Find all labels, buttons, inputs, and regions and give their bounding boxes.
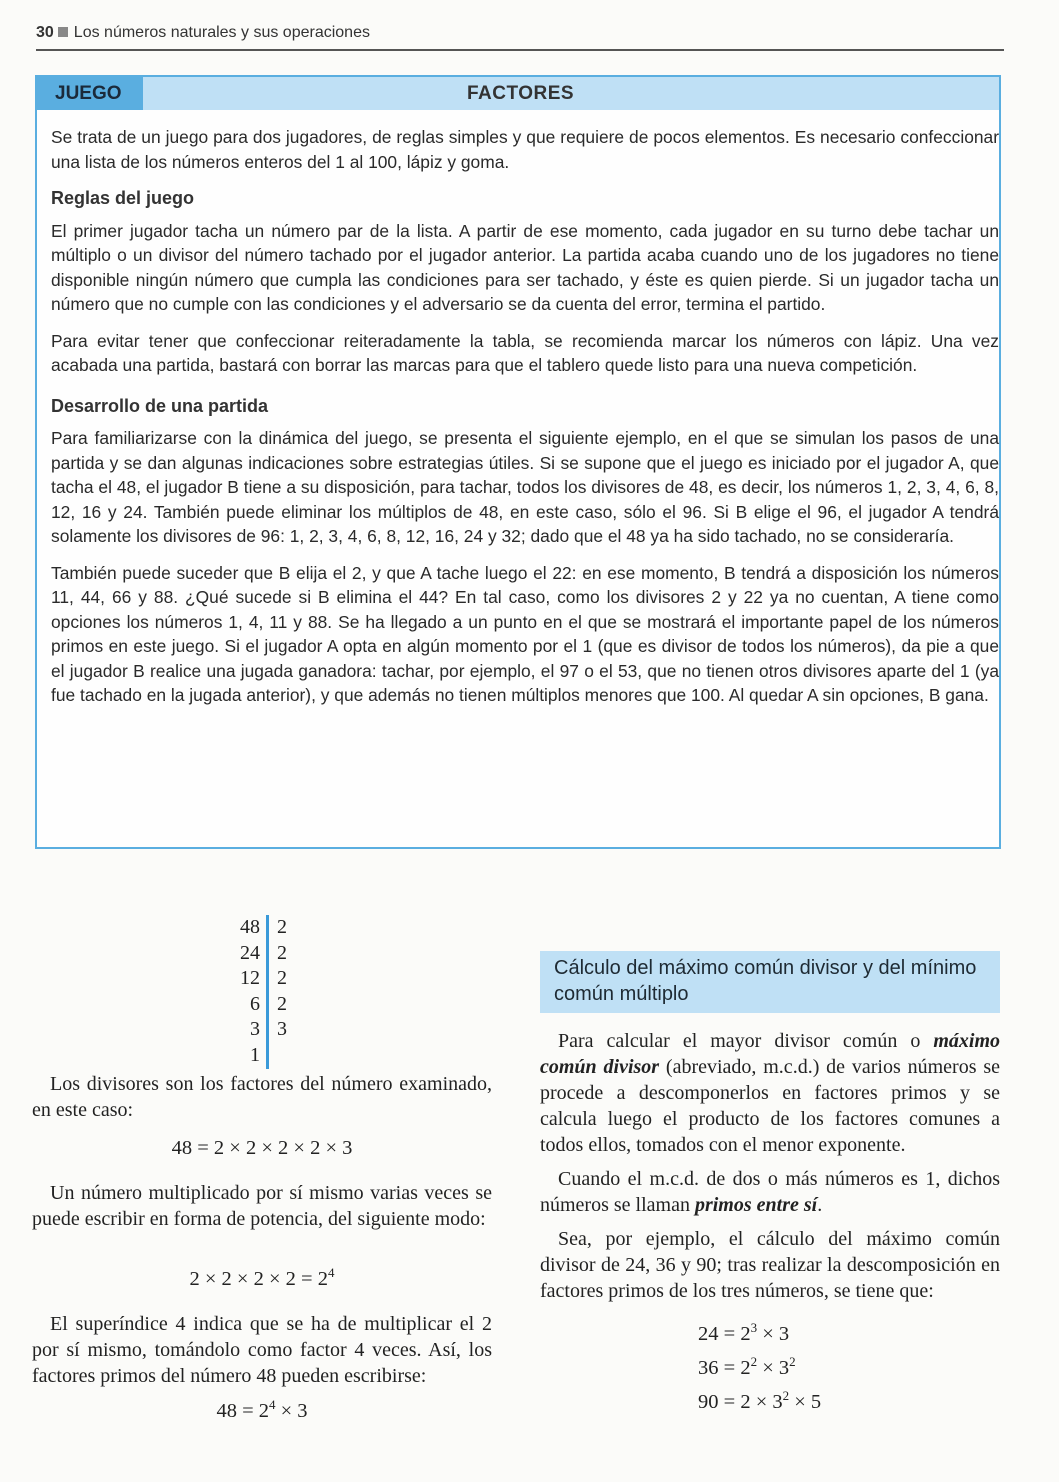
factor-number: 24 [240, 941, 260, 964]
right-text-1b: (abreviado, m.c.d.) de varios números se procede a descomponerlos en factores primos y se calcula luego el producto de los factores comunes a todos ellos, tomados con el menor exponente. [540, 1056, 1000, 1156]
development-heading: Desarrollo de una partida [51, 395, 269, 416]
factor-row [220, 1043, 307, 1069]
equation-90: $90 = 2 \times 3^2 \times 5$ [698, 1388, 822, 1413]
rules-paragraph-2: Para evitar tener que confeccionar reiteradamente la tabla, se recomienda marcar los números con lápiz. Una vez acabada una partida, bastará con borrar las marcas para que el tablero quede listo para una nueva competición. [51, 330, 999, 375]
left-text-1: Los divisores son los factores del número examinado, en este caso: [32, 1073, 492, 1121]
formula-48-product: 48 = 2 × 2 × 2 × 2 × 3 [171, 1137, 353, 1159]
factor-number: 12 [240, 967, 260, 990]
eq-factor: × 3 [757, 1357, 790, 1379]
eq-factor: × 3 [757, 1323, 790, 1345]
chapter-title: Los números naturales y sus operaciones [73, 24, 370, 41]
term-mcd: máximo común divisor [540, 1030, 1000, 1078]
factor-divisor: 2 [266, 966, 307, 992]
eq-lhs: 90 [698, 1391, 719, 1413]
formula-48-power [32, 1397, 492, 1423]
rules-heading: Reglas del juego [51, 188, 195, 208]
factor-row [220, 966, 307, 992]
right-text-1a: Para calcular el mayor divisor común o [558, 1030, 934, 1052]
eq-factor: 2 [740, 1357, 751, 1379]
eq-lhs: 24 [698, 1323, 719, 1345]
game-tag: JUEGO [37, 77, 143, 110]
right-text-2a: Cuando el m.c.d. de dos o más números es 1, dichos números se llaman [540, 1168, 1000, 1216]
factor-number: 3 [250, 1018, 260, 1041]
section-title: Cálculo del máximo común divisor y del mínimo común múltiplo [554, 957, 977, 1005]
eq-exponent: 2 [750, 1354, 758, 1369]
formula-power-base: 2 × 2 × 2 × 2 = 2 [189, 1268, 328, 1290]
eq-exponent: 2 [789, 1354, 796, 1369]
page-number: 30 [36, 24, 54, 41]
header-rule [36, 49, 1004, 51]
left-paragraph-1 [32, 1071, 492, 1123]
right-text-2b: . [817, 1194, 823, 1216]
factor-divisor: 3 [266, 1017, 307, 1043]
factor-row [220, 941, 307, 967]
factor-decomposition-table [220, 915, 307, 1069]
factor-row [220, 992, 307, 1018]
rules-paragraph-1: El primer jugador tacha un número par de la lista. A partir de ese momento, cada jugador en su turno debe tachar un múltiplo o un divisor del número tachado por el jugador anterior. La partida acaba cuando uno de los jugadores no tiene disponible ningún número que cumpla las condiciones para ser tachado, y éste es quien pierde. Si un jugador tacha un número que no cumple con las condiciones y el adversario se da cuenta del error, termina el partido. [51, 220, 999, 314]
eq-factor: 2 [740, 1323, 751, 1345]
equation-36: $36 = 2^2 \times 3^2$ [698, 1354, 796, 1379]
left-text-2: Un número multiplicado por sí mismo varias veces se puede escribir en forma de potencia, del siguiente modo: [32, 1182, 492, 1230]
game-box [35, 75, 1001, 849]
formula-power [32, 1265, 492, 1291]
eq-factor: 2 × 3 [740, 1391, 783, 1413]
equation-24: $24 = 2^3 \times 3$ [698, 1320, 790, 1345]
right-text-3: Sea, por ejemplo, el cálculo del máximo común divisor de 24, 36 y 90; tras realizar la descomposición en factores primos de los tres números, se tiene que: [540, 1228, 1000, 1302]
factor-divisor: 2 [266, 915, 307, 941]
game-title: FACTORES [467, 83, 575, 104]
eq-factor: × 5 [789, 1391, 822, 1413]
term-primos-entre-si: primos entre sí [694, 1194, 818, 1216]
game-body [51, 125, 999, 720]
development-paragraph-1: Para familiarizarse con la dinámica del juego, se presenta el siguiente ejemplo, en el que se simulan los pasos de una partida y se dan algunas indicaciones sobre estrategias útiles. Si se supone que el juego es iniciado por el jugador A, que tacha el 48, el jugador B tiene a su disposición, para tachar, todos los divisores de 48, es decir, los números 1, 2, 3, 4, 6, 8, 12, 16 y 24. También puede eliminar los múltiplos de 48, en este caso, sólo el 96. Si B elige el 96, el jugador A tendrá solamente los divisores de 96: 1, 2, 3, 4, 6, 8, 12, 16, 24 y 32; dado que el 48 ya ha sido tachado, no se consideraría. [51, 428, 999, 546]
left-paragraph-2 [32, 1180, 492, 1232]
factor-number: 48 [240, 916, 260, 938]
factor-divisor: 2 [266, 992, 307, 1018]
left-paragraph-3 [32, 1311, 492, 1389]
running-header [36, 24, 1004, 42]
right-paragraph-2 [540, 1166, 1000, 1218]
formula-48-exponent: 4 [269, 1397, 276, 1412]
eq-exponent: 3 [750, 1320, 758, 1335]
formula-48-tail: × 3 [275, 1400, 308, 1422]
left-text-3: El superíndice 4 indica que se ha de multiplicar el 2 por sí mismo, tomándolo como factor 4 veces. Así, los factores primos del número 48 pueden escribirse: [32, 1313, 492, 1387]
right-paragraph-3 [540, 1226, 1000, 1304]
formula-power-exponent: 4 [328, 1265, 335, 1280]
right-paragraph-1 [540, 1028, 1000, 1158]
factor-row [220, 1017, 307, 1043]
game-intro: Se trata de un juego para dos jugadores, de reglas simples y que requiere de pocos elementos. Es necesario confeccionar una lista de los números enteros del 1 al 100, lápiz y goma. [51, 127, 999, 172]
eq-exponent: 2 [782, 1388, 790, 1403]
formula-48-base: 48 = 2 [216, 1400, 269, 1422]
factor-row [220, 915, 307, 941]
section-title-box [540, 951, 1000, 1013]
square-bullet-icon [58, 27, 68, 37]
eq-lhs: 36 [698, 1357, 719, 1379]
factor-divisor [266, 1043, 307, 1069]
factor-divisor: 2 [266, 941, 307, 967]
development-paragraph-2: También puede suceder que B elija el 2, y que A tache luego el 22: en ese momento, B tendrá a disposición los números 11, 44, 66 y 88. ¿Qué sucede si B elimina el 44? En tal caso, como los divisores 2 y 22 ya no cuentan, A tiene como opciones los números 1, 4, 11 y 88. Se ha llegado a un punto en el que se mostrará el importante papel de los números primos en este juego. Si el jugador A opta en algún momento por el 1 (que es divisor de todos los números), da pie a que el jugador B realice una jugada ganadora: tachar, por ejemplo, el 97 o el 53, que no tienen otros divisores aparte del 1 (ya fue tachado en la jugada anterior), y que además no tienen múltiplos menores que 100. Al quedar A sin opciones, B gana. [51, 562, 999, 705]
factor-number: 6 [250, 992, 260, 1015]
game-box-header [37, 77, 999, 110]
factor-number: 1 [250, 1043, 260, 1066]
